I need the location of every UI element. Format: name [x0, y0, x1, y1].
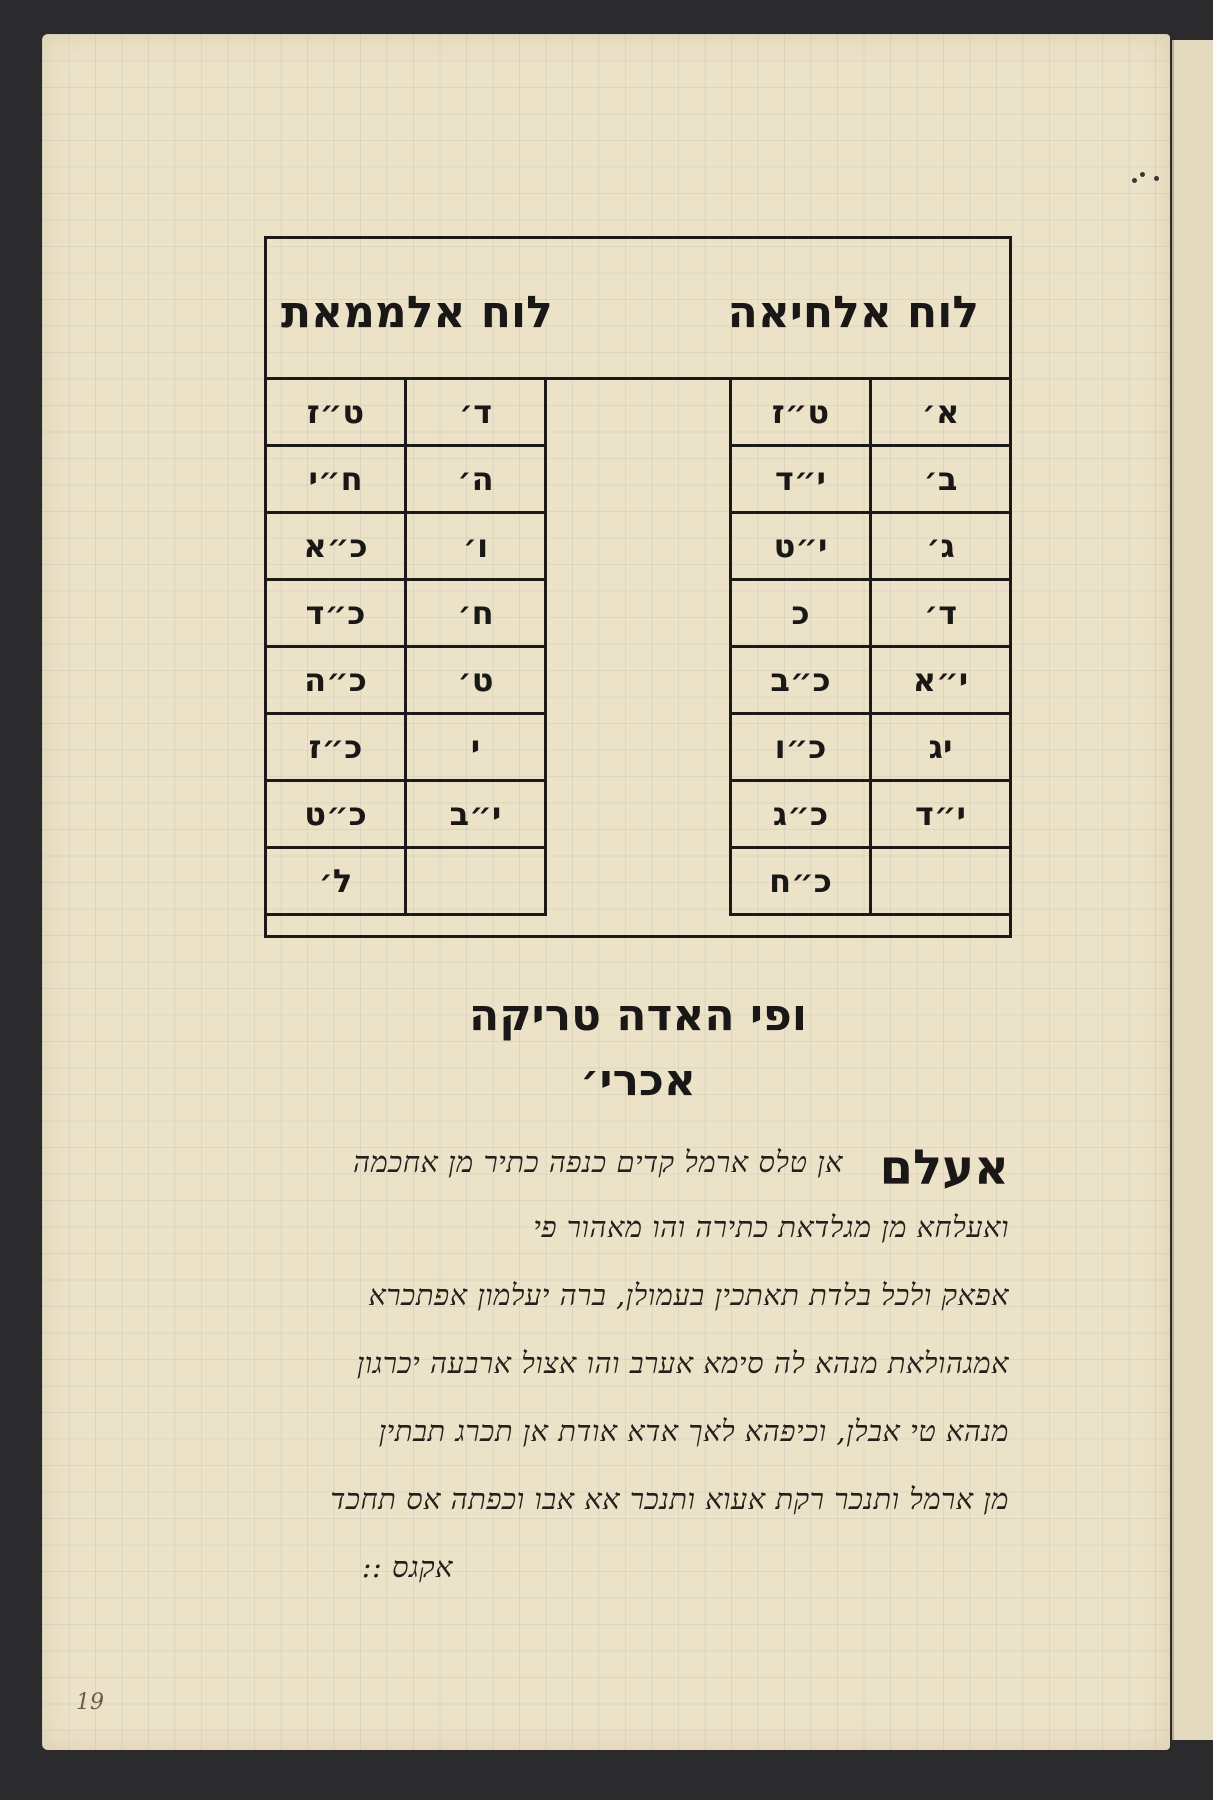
table-cell: כ״ז: [266, 714, 406, 781]
table-cell: ג׳: [871, 513, 1011, 580]
table-cell: ד׳: [871, 580, 1011, 647]
table-cell: כ״ח: [731, 848, 871, 915]
table-row: [731, 647, 1011, 714]
table-cell: כ: [731, 580, 871, 647]
text-line: אפאק ולכל בלדת תאתכין בעמולן, ברה יעלמון אפתכרא: [368, 1278, 1009, 1312]
table-cell: ח״י: [266, 446, 406, 513]
table-cell: ט׳: [406, 647, 546, 714]
table-death: [264, 377, 547, 916]
table-cell: כ״ב: [731, 647, 871, 714]
table-row: [266, 580, 546, 647]
table-cell: י״ב: [406, 781, 546, 848]
table-cell: ד׳: [406, 379, 546, 446]
binding-holes: [1132, 170, 1162, 190]
table-cell: י״ד: [731, 446, 871, 513]
lead-word: אעלם: [879, 1140, 1009, 1196]
text-line: אקגס ::: [361, 1550, 453, 1584]
table-cell: י״ט: [731, 513, 871, 580]
table-cell: ו׳: [406, 513, 546, 580]
table-cell: ב׳: [871, 446, 1011, 513]
table-row: [266, 513, 546, 580]
table-row: [731, 580, 1011, 647]
table-cell: כ״ט: [266, 781, 406, 848]
table-row: [266, 848, 546, 915]
table-row: [731, 513, 1011, 580]
table-row: [731, 446, 1011, 513]
table-title-life: לוח אלחיאה: [727, 287, 979, 338]
table-cell: ה׳: [406, 446, 546, 513]
table-cell: י״א: [871, 647, 1011, 714]
table-cell: כ״ד: [266, 580, 406, 647]
table-cell: ח׳: [406, 580, 546, 647]
table-row: [266, 781, 546, 848]
text-line: אמגהולאת מנהא לה סימא אערב והו אצול ארבעה יכרגון: [356, 1346, 1009, 1380]
table-row: [266, 714, 546, 781]
adjacent-page-edge: [1172, 40, 1213, 1740]
text-line: מן ארמל ותנכר רקת אעוא ותנכר אא אבו וכפתה אס תחכד: [330, 1482, 1009, 1516]
table-row: [266, 379, 546, 446]
text-line: ואעלחא מן מגלדאת כתירה והו מאהור פי: [533, 1210, 1009, 1244]
section-subheading: אכרי׳: [580, 1055, 696, 1106]
text-line: אן טלס ארמל קדים כנפה כתיר מן אחכמה: [353, 1145, 843, 1179]
table-cell: יג: [871, 714, 1011, 781]
tables-frame: [264, 236, 1012, 938]
table-cell: ל׳: [266, 848, 406, 915]
table-cell: כ״ה: [266, 647, 406, 714]
section-heading: ופי האדה טריקה: [469, 990, 807, 1041]
table-cell: א׳: [871, 379, 1011, 446]
table-row: [266, 647, 546, 714]
tables-header: [267, 239, 1009, 380]
text-line: מנהא טי אבלן, וכיפהא לאך אדא אודת אן תכרג תבתין: [378, 1414, 1009, 1448]
table-cell: [871, 848, 1011, 915]
table-cell: י״ד: [871, 781, 1011, 848]
table-life: [729, 377, 1012, 916]
table-cell: כ״א: [266, 513, 406, 580]
table-title-death: לוח אלממאת: [281, 287, 553, 338]
table-cell: כ״ו: [731, 714, 871, 781]
table-row: [731, 379, 1011, 446]
table-cell: ט״ז: [266, 379, 406, 446]
table-cell: י: [406, 714, 546, 781]
table-row: [731, 781, 1011, 848]
table-row: [731, 714, 1011, 781]
table-row: [731, 848, 1011, 915]
table-cell: [406, 848, 546, 915]
table-cell: ט״ז: [731, 379, 871, 446]
table-cell: כ״ג: [731, 781, 871, 848]
table-row: [266, 446, 546, 513]
folio-number: 19: [76, 1690, 104, 1715]
